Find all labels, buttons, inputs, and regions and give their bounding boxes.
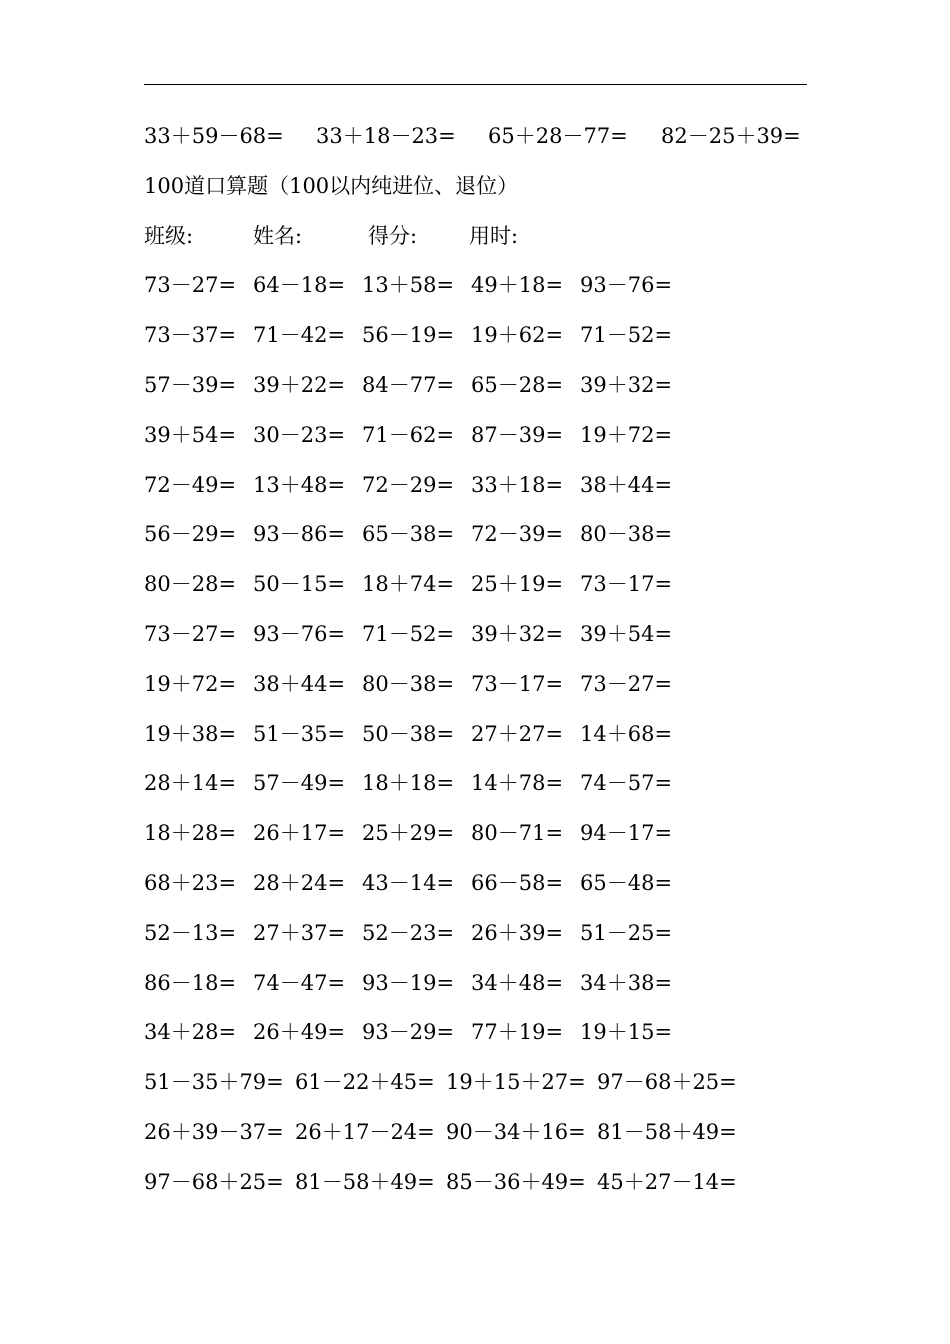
mixed-problem: 26＋17－24= — [295, 1120, 435, 1144]
problem-row — [144, 1015, 704, 1049]
mixed-problem: 51－35＋79= — [144, 1070, 284, 1095]
problem: 66－58= — [471, 871, 564, 895]
problem: 13＋48= — [253, 472, 346, 497]
info-fields-row — [144, 219, 744, 253]
problem: 93－86= — [253, 522, 346, 547]
mixed-problem: 85－36＋49= — [446, 1169, 586, 1194]
problem: 50－15= — [253, 572, 346, 597]
mixed-problem: 97－68＋25= — [144, 1169, 284, 1194]
problem: 80－38= — [362, 671, 455, 696]
problem: 71－52= — [362, 622, 455, 646]
problem: 71－62= — [362, 422, 455, 447]
problem: 68＋23= — [144, 871, 237, 895]
problem: 39＋32= — [471, 622, 564, 646]
problem: 57－39= — [144, 373, 237, 397]
top-expression: 82－25＋39= — [661, 124, 801, 148]
problem: 19＋15= — [580, 1020, 673, 1045]
mixed-problem: 81－58＋49= — [295, 1169, 435, 1194]
problem: 73－27= — [144, 273, 237, 298]
problem-row — [144, 916, 704, 950]
problem: 73－27= — [580, 671, 673, 696]
problem: 34＋28= — [144, 1020, 237, 1045]
problem: 34＋48= — [471, 970, 564, 995]
problem: 13＋58= — [362, 273, 455, 298]
problem: 50－38= — [362, 721, 455, 746]
problem: 80－71= — [471, 821, 564, 846]
problem: 26＋49= — [253, 1020, 346, 1045]
problem-row — [144, 966, 704, 1000]
top-expressions-row — [144, 119, 814, 153]
problem: 56－19= — [362, 323, 455, 348]
problem: 43－14= — [362, 871, 455, 895]
problem: 28＋14= — [144, 771, 237, 796]
problem: 28＋24= — [253, 871, 346, 895]
problem: 73－17= — [580, 572, 673, 597]
top-expression: 33＋18－23= — [316, 124, 456, 148]
problem: 27＋27= — [471, 721, 564, 746]
mixed-problem: 19＋15＋27= — [446, 1070, 586, 1095]
problem: 14＋78= — [471, 771, 564, 796]
time-label: 用时: — [469, 223, 519, 248]
problem-row — [144, 517, 704, 551]
top-expression: 33＋59－68= — [144, 124, 284, 148]
worksheet-title: 100道口算题（100以内纯进位、退位） — [144, 173, 519, 198]
problem: 38＋44= — [253, 671, 346, 696]
problem: 74－47= — [253, 970, 346, 995]
problem: 73－27= — [144, 622, 237, 646]
problem: 93－29= — [362, 1020, 455, 1045]
problem-row — [144, 268, 704, 302]
problem: 72－39= — [471, 522, 564, 547]
problem: 51－25= — [580, 920, 673, 945]
problem: 18＋18= — [362, 771, 455, 796]
problem: 93－19= — [362, 970, 455, 995]
name-label: 姓名: — [253, 223, 303, 248]
problem: 73－37= — [144, 323, 237, 348]
problem: 72－49= — [144, 472, 237, 497]
problem: 87－39= — [471, 422, 564, 447]
mixed-problem: 61－22＋45= — [295, 1070, 435, 1095]
problem: 86－18= — [144, 970, 237, 995]
problem: 65－48= — [580, 871, 673, 895]
problem: 39＋32= — [580, 373, 673, 397]
problem-row — [144, 368, 704, 402]
problem: 72－29= — [362, 472, 455, 497]
mixed-problem: 26＋39－37= — [144, 1120, 284, 1144]
problem: 34＋38= — [580, 970, 673, 995]
problem: 84－77= — [362, 373, 455, 397]
problem: 64－18= — [253, 273, 346, 298]
problem: 39＋54= — [144, 422, 237, 447]
problem: 49＋18= — [471, 273, 564, 298]
problem-row — [144, 318, 704, 352]
problem: 39＋54= — [580, 622, 673, 646]
problem: 71－52= — [580, 323, 673, 348]
problem: 18＋28= — [144, 821, 237, 846]
problem: 74－57= — [580, 771, 673, 796]
problem: 80－38= — [580, 522, 673, 547]
problem: 19＋72= — [580, 422, 673, 447]
problem: 25＋29= — [362, 821, 455, 846]
problem: 27＋37= — [253, 920, 346, 945]
top-expression: 65＋28－77= — [488, 124, 628, 148]
problem: 57－49= — [253, 771, 346, 796]
problem: 33＋18= — [471, 472, 564, 497]
problem: 30－23= — [253, 422, 346, 447]
mixed-problem-row — [144, 1065, 764, 1099]
problem-row — [144, 766, 704, 800]
problem: 56－29= — [144, 522, 237, 547]
mixed-problem: 45＋27－14= — [597, 1169, 737, 1194]
problem-row — [144, 717, 704, 751]
problem: 26＋39= — [471, 920, 564, 945]
problem: 71－42= — [253, 323, 346, 348]
problem-row — [144, 468, 704, 502]
problem: 25＋19= — [471, 572, 564, 597]
problem: 19＋72= — [144, 671, 237, 696]
problem: 93－76= — [253, 622, 346, 646]
problem: 93－76= — [580, 273, 673, 298]
top-rule — [144, 84, 807, 85]
problem: 52－23= — [362, 920, 455, 945]
problem-row — [144, 667, 704, 701]
problem: 52－13= — [144, 920, 237, 945]
class-label: 班级: — [144, 223, 194, 248]
problem-row — [144, 617, 704, 651]
problem: 94－17= — [580, 821, 673, 846]
problem: 14＋68= — [580, 721, 673, 746]
problem: 39＋22= — [253, 373, 346, 397]
mixed-problem: 97－68＋25= — [597, 1070, 737, 1095]
mixed-problem: 90－34＋16= — [446, 1120, 586, 1144]
problem: 18＋74= — [362, 572, 455, 597]
mixed-problem-row — [144, 1165, 764, 1199]
problem: 65－38= — [362, 522, 455, 547]
problem-row — [144, 418, 704, 452]
problem: 73－17= — [471, 671, 564, 696]
problem: 19＋62= — [471, 323, 564, 348]
problem: 19＋38= — [144, 721, 237, 746]
score-label: 得分: — [368, 223, 418, 248]
problem-row — [144, 866, 704, 900]
problem: 51－35= — [253, 721, 346, 746]
problem-row — [144, 567, 704, 601]
problem: 80－28= — [144, 572, 237, 597]
problem: 38＋44= — [580, 472, 673, 497]
problem: 26＋17= — [253, 821, 346, 846]
problem: 65－28= — [471, 373, 564, 397]
problem: 77＋19= — [471, 1020, 564, 1045]
mixed-problem: 81－58＋49= — [597, 1120, 737, 1144]
mixed-problem-row — [144, 1115, 764, 1149]
problem-row — [144, 816, 704, 850]
